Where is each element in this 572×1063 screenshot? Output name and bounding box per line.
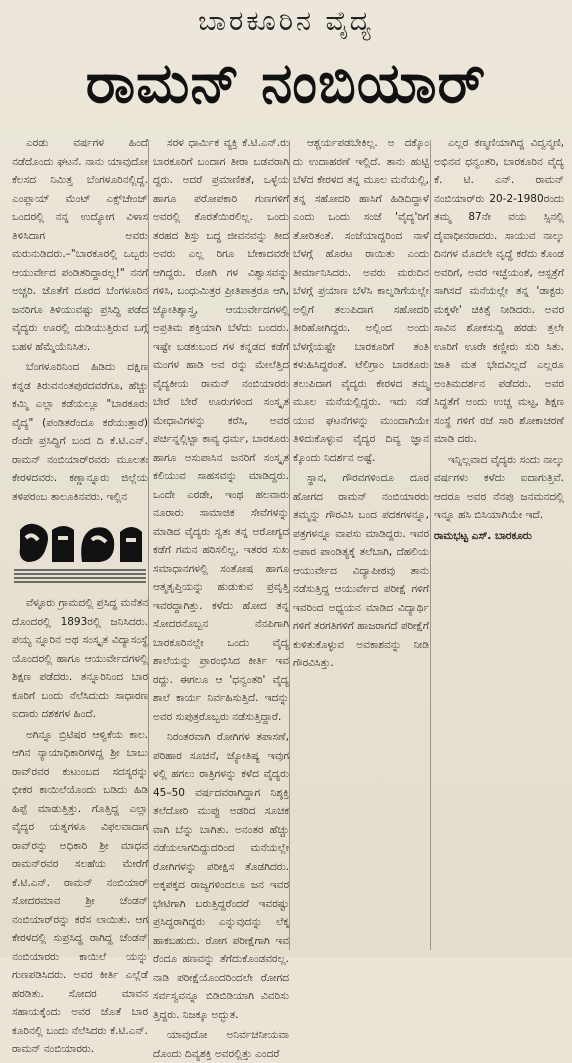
article-column-3	[293, 134, 429, 952]
column-rule	[148, 140, 149, 950]
column-rule	[289, 140, 290, 950]
paragraph: ಎರಡು ವರ್ಷಗಳ ಹಿಂದೆ ನಡೆದೊಂದು ಘಟನೆ. ನಾನು ಯಾವುದೋ ಕೆಲಸದ ನಿಮಿತ್ತ ಬೆಂಗಳೂರಿನಲ್ಲಿದ್ದೆ. ಎಂಪ್ಲಾಯ್ ಮೆಂಟ್ ಎಕ್ಸ್‌ಚೇಂಜ್ ಒಂದರಲ್ಲಿ ನನ್ನ ಉದ್ಯೋಗ ವಿಳಾಸ ತಿಳಿಸಿದಾಗ ಅವರು ಮರುನುಡಿದರು.–"ಬಾರಕೂರಲ್ಲಿ ಒಬ್ಬರು ಆಯುರ್ವೇದ ಪಂಡಿತರಿದ್ದಾರಲ್ಲ!" ನನಗೆ ಅಚ್ಚರಿ. ಜೊತೆಗೆ ದೂರದ ಬೆಂಗಳೂರಿನ ಜನರಿಗೂ ತಿಳಿಯುವಷ್ಟು ಪ್ರಸಿದ್ಧಿ ಪಡೆದ ವೈದ್ಯರು ಊರಲ್ಲಿ ದುಡಿಯುತ್ತಿರುವ ಬಗ್ಗೆ ಬಹಳ ಹೆಮ್ಮೆಯೆನಿಸಿತು.	[12, 137, 148, 353]
paragraph: ವೆಳ್ಳೂರು ಗ್ರಾಮದಲ್ಲಿ ಪ್ರಸಿದ್ಧ ಮನೆತನ ದೊಂದರಲ್ಲಿ 1893ರಲ್ಲಿ ಜನಿಸಿದರು. ಪಯ್ಯ ನ್ನೂರಿನ ಅಥ ಸಂಸ್ಕೃತ ವಿದ್ಯಾಸಂಸ್ಥೆ ಯೊಂದರಲ್ಲಿ ಹಾಗೂ ಆಯುರ್ವೇದಗಳಲ್ಲಿ ಶಿಕ್ಷಣ ಪಡೆದರು. ತನ್ನೂರಿನಿಂದ ಬಾರ ಕೂರಿಗೆ ಬಂದು ನೆಲೆಸಿದುದು ಸಾಧಾರಣ ಐದಾರು ದಶಕಗಳ ಹಿಂದೆ.	[12, 597, 148, 720]
paragraph: ನಿರಂತರವಾಗಿ ರೋಗಿಗಳ ತಪಾಸಣೆ, ಪರಿಹಾರ ಸೂಚನೆ, ಜ್ಯೋತಿಷ್ಯ ಇವುಗ ಳಲ್ಲಿ ಹಗಲು ರಾತ್ರಿಗಳನ್ನು ಕಳೆದ ವೈದ್ಯರು 45–50 ವರ್ಷದವರಾಗಿದ್ದಾಗ ನಿಶ್ಶಕ್ತಿ ತಲೆದೋರಿ ಮುಪ್ಪು ಅಡರಿದ ಸೂಚಕ ವಾಗಿ ಬೆನ್ನು ಬಾಗಿತು. ಅನಂತರ ಹೆಚ್ಚು ನಡೆಯಲಾಗದಿದ್ದುದರಿಂದ ಮನೆಯಲ್ಲೇ ರೋಗಿಗಳನ್ನು ಪರೀಕ್ಷಿಸ ತೊಡಗಿದರು. ಅಕ್ಕಪಕ್ಕದ ರಾಜ್ಯಗಳಿಂದಲೂ ಜನ ಇವರ ಭೇಟಿಗಾಗಿ ಬರುತ್ತಿದ್ದರೆಂದರೆ ಇವರಷ್ಟು ಪ್ರಸಿದ್ಧರಾಗಿದ್ದರು ಎನ್ನುವುದನ್ನು ಲೆಕ್ಕ ಹಾಕಬಹುದು. ರೋಗ ಪರೀಕ್ಷೆಗಾಗಿ ಇವ ರೆಂದೂ ಹಣವನ್ನು ತೆಗೆದುಕೊಂಡವರಲ್ಲ. ನಾಡಿ ಪರೀಕ್ಷೆಯೊಂದರಿಂದಲೇ ರೋಗದ ಸರ್ವಸ್ವವನ್ನೂ ಬಿಡಿಬಿಡಿಯಾಗಿ ವಿವರಿಸು ತ್ತಿದ್ದರು. ನಿಜಕ್ಕೂ ಅದ್ಭುತ.	[153, 731, 289, 1021]
paragraph: ಬೆಂಗಳೂರಿನಿಂದ ಹಿಡಿದು ದಕ್ಷಿಣ ಕನ್ನಡ ತಿರುವನಂತಪುರದವರೆಗೂ, ಹೆಚ್ಚು ಕಮ್ಮಿ ಎಲ್ಲಾ ಕಡೆಯಲ್ಲೂ "ಬಾರಕೂರು ವೈದ್ಯ" (ಪಂಡಿತರೆಂದೂ ಕರೆಯುತ್ತಾರೆ) ರೆಂದೇ ಪ್ರಸಿದ್ಧಿಗೆ ಬಂದ ದಿ ಕೆ.ಟಿ.ಎನ್. ರಾಮನ್ ನಂಬಿಯಾರ್‌ರವರು ಮೂಲತಃ ಕೇರಳದವರು. ಕಣ್ಣಾನ್ನೂರು ಜಿಲ್ಲೆಯ ತಳಿಪರಂಬ ತಾಲೂಕಿನವರು. ಇಲ್ಲಿನ	[12, 361, 148, 503]
paragraph: ಎಲ್ಲರ ಕಣ್ಮಣಿಯಾಗಿದ್ದ ವಿದ್ವನ್ಮಣಿ, ಅಭಿನವ ಧನ್ವಂತರಿ, ಬಾರಕೂರಿನ ವೈದ್ಯ ಕೆ. ಟಿ. ಎನ್. ರಾಮನ್ ನಂಬಿಯಾರ್‌ರು 20-2-1980ರಂದು ತಮ್ಮ 87ನೇ ವಯ ಸ್ಸಿನಲ್ಲಿ ದೈವಾಧೀನರಾದರು. ಸಾಯುವ ನಾಲ್ಕು ದಿನಗಳ ಮೊದಲೇ ವೃದ್ಧೆ ಕರೆದು ಕೊಂಡ ಅವರಿಗೆ, ಅವರ ಇಚ್ಛೆಯಂತೆ, ಆಸ್ಪತ್ರೆಗೆ ಸಾಗಿಸದೆ ಮನೆಯಲ್ಲೇ ತನ್ನ 'ಡಾಕ್ಟರು ಮಕ್ಕಳೇ' ಚಿಕಿತ್ಸೆ ನೀಡಿದರು. ಅವರ ಸಾವಿನ ಶೋಕಸುದ್ದಿ ಹರಡು ತ್ತಲೇ ಊರಿಗೆ ಊರೇ ಕಣ್ಣೀರು ಸುರಿ ಸಿತು. ಜಾತಿ ಮತ ಭೇದವಿಲ್ಲದೆ ಎಲ್ಲರೂ ಅಂತಿಮದರ್ಶನ ಪಡೆದರು. ಅವರ ಸಿದ್ಧತೆಗೆ ಅಂದು ಉಚ್ಚ ಮಟ್ಟ, ಶಿಕ್ಷಣ ಸಂಸ್ಥೆ ಗಳಿಗೆ ರಜೆ ಸಾರಿ ಶೋಕಾಚರಣೆ ಮಾಡಿ ದರು.	[434, 137, 564, 445]
paragraph: ಯಾವುದೋ ಅನಿರ್ವಚನೀಯವಾ ದೊಂದು ದಿವ್ಯಶಕ್ತಿ ಅವರಲ್ಲಿತ್ತು ಎಂದರೆ	[153, 1029, 289, 1060]
column-rule	[430, 140, 431, 950]
paragraph: ಅಗಿನ್ನೂ ಬ್ರಿಟಿಷರ ಆಳ್ವಿಕೆಯ ಕಾಲ. ಆಗಿನ ನ್ಯಾಯಾಧಿಕಾರಿಗಳಿದ್ದ ಶ್ರೀ ಬಾಬು ರಾವ್‌ರವರ ಕುಟುಂಬದ ಸದಸ್ಯರನ್ನು ಭೀಕರ ಕಾಯಿಲೆಯೊಂದು ಬಡಿದು ಹಿಡಿ ಹಿಪ್ಪೆ ಮಾಡುತ್ತಿತ್ತು. ಗೊತ್ತಿದ್ದ ಎಲ್ಲಾ ವೈದ್ಯರ ಯತ್ನಗಳೂ ವಿಫಲವಾದಾಗ ರಾವ್‌ರನ್ನು ಅಧಿಕಾರಿ ಶ್ರೀ ಮಾಧವ ರಾಮನ್‌ರವರ ಸಲಹೆಯ ಮೇರೆಗೆ ಕೆ.ಟಿ.ಎನ್. ರಾಮನ್ ನಂಬಿಯಾರ್ ಸೋದರಮಾವ ಶ್ರೀ ಚೆಂಡನ್ ನಂಬಿಯಾರ್‌ರನ್ನು ಕರೆಸ ಲಾಯಿತು. ಆಗ ಕೇರಳದಲ್ಲಿ ಸುಪ್ರಸಿದ್ಧ ರಾಗಿದ್ದ ಚೆಂಡನ್ ನಂಬಿಯಾರರು ಕಾಯಿಲೆ ಯನ್ನು ಗುಣಪಡಿಸಿದರು. ಅವರ ಕೀರ್ತಿ ಎಲ್ಲೆಡೆ ಹರಡಿತು. ಸೋದರ ಮಾವನ ಸಹಾಯಕ್ಕೆಂದು ಅವರ ಜೊತೆ ಬಾರ ಕೂರಿನಲ್ಲಿ ಬಂದು ನೆಲೆಸಿದರು ಕೆ.ಟಿ.ಎನ್. ರಾಮನ್ ನಂಬಿಯಾರರು.	[12, 728, 148, 1055]
navapa-logo	[12, 512, 148, 586]
paragraph: ಆಶ್ಚರ್ಯಪಡಬೇಕಿಲ್ಲ. ಅ ದಕ್ಕೊಂ ದು ಉದಾಹರಣೆ ಇಲ್ಲಿದೆ. ತಾನು ಹುಟ್ಟಿ ಬೆಳೆದ ಕೇರಳದ ತನ್ನ ಮೂಲ ಮನೆಯಲ್ಲಿ, ತನ್ನ ಸಹೋದರಿ ಹಾಸಿಗೆ ಹಿಡಿದಿದ್ದಾಳೆ ಎಂದು ಒಂದು ಸಂಜೆ 'ವೈದ್ಯ'ರಿಗೆ ತೋರಿತಂತೆ. ಸಂಜೆಯಾದ್ದರಿಂದ ನಾಳೆ ಬೆಳಗ್ಗೆ ಹೊರಟ ರಾಯಿತು ಎಂದು ತೀರ್ಮಾನಿಸಿದರು. ಅವರು ಮರುದಿನ ಬೆಳಗ್ಗೆ ಪ್ರಯಾಣ ಬೆಳೆಸಿ ಕಾಲ್ನಡಿಗೆಯಲ್ಲೇ ಅಲ್ಲಿಗೆ ತಲುಪಿದಾಗ ಸಹೋದರಿ ತೀರಿಹೋಗಿದ್ದರು. ಅಲ್ಲಿಂದ ಅಂದು ಬೆಳಗ್ಗೆಯಷ್ಟೇ ಬಾರಕೂರಿಗೆ ತಂತಿ ಕಳುಹಿಸಿದ್ದರಂತೆ. ಟೆಲಿಗ್ರಾಂ ಬಾರಕೂರು ತಲುಪಿದಾಗ ವೈದ್ಯರು ಕೇರಳದ ತಮ್ಮ ಮೂಲ ಮನೆಯಲ್ಲಿದ್ದರು. ಇದು ನಡೆ ಯುವ ಘಟನೆಗಳನ್ನು ಮುಂದಾಗಿಯೇ ತಿಳಿದುಕೊಳ್ಳುವ ವೈದ್ಯರ ದಿವ್ಯ ಜ್ಞಾನ ಕ್ಕೊಂದು ನಿದರ್ಶನ ಅಷ್ಟೆ.	[293, 137, 429, 464]
article-kicker: ಬಾರಕೂರಿನ ವೈದ್ಯ	[198, 6, 374, 37]
paragraph: ಇನ್ನಿಲ್ಲವಾದ ವೈದ್ಯರು ಸಂದು ನಾಲ್ಕು ವರ್ಷಗಳು ಕಳೆದು ಐದಾಗುತ್ತಿವೆ. ಆದರೂ ಅವರ ನೆನಪು ಜನಮನದಲ್ಲಿ ಇನ್ನೂ ಹಸಿ ಬಿಸಿಯಾಗಿಯೇ ಇದೆ.	[434, 453, 564, 521]
navapa-logo-icon	[12, 512, 148, 586]
article-byline: ರಾಮಭಟ್ಟ ಎಸ್. ಬಾರಕೂರು	[434, 529, 532, 542]
article-column-2	[153, 134, 289, 1060]
article-column-4	[434, 134, 564, 952]
paragraph: ಸ್ಥಾನ, ಗೌರವಗಳಿಂದೂ ದೂರ ಹೋಗದ ರಾಮನ್ ನಂಬಿಯಾರರು ತಮ್ಮನ್ನು ಗೌರವಿಸಿ ಬಂದ ಪದಕಗಳನ್ನೂ, ಪತ್ರಗಳನ್ನೂ ವಾಪಸು ಮಾಡಿದ್ದರು. ಇವರ ಅಪಾರ ಪಾಂಡಿತ್ಯಕ್ಕೆ ತಲೆಬಾಗಿ, ದೆಹಲಿಯ ಆಯುರ್ವೇದ ವಿದ್ಯಾಪೀಠವು ತಾನು ನಡೆಸುತ್ತಿದ್ದ ಆಯುರ್ವೇದ ಪರೀಕ್ಷೆ ಗಳಿಗೆ ಇವರಿಂದ ಅಧ್ಯಯನ ಮಾಡಿದ ವಿದ್ಯಾರ್ಥಿ ಗಳಿಗೆ ತರಗತಿಗಳಿಗೆ ಹಾಜರಾಗದೆ ಪರೀಕ್ಷೆಗೆ ಕುಳಿತುಕೊಳ್ಳುವ ಅವಕಾಶವನ್ನು ನೀಡಿ ಗೌರವಿಸಿತ್ತು.	[293, 472, 429, 669]
paragraph: ಸರಳ ಧಾರ್ಮಿಕ ವ್ಯಕ್ತಿ ಕೆ.ಟಿ.ಎನ್.ರು ಬಾರಕೂರಿಗೆ ಬಂದಾಗ ತೀರಾ ಬಡವರಾಗಿ ದ್ದರು. ಅದರೆ ಪ್ರಮಾಣಿಕತೆ, ಒಳ್ಳೆಯ ಹಾಗೂ ಪರೋಪಕಾರಿ ಗುಣಗಳಿಗೆ ಅವರಲ್ಲಿ ಕೊರತೆಯಿರಲಿಲ್ಲ. ಒಂದು ತರಹದ ಶಿಸ್ತು ಬದ್ಧ ಜೀವನವನ್ನು ತೀದ ಅವರು ಎಲ್ಲ ರಿಗೂ ಬೇಕಾದವರೇ ಆಗಿದ್ದರು. ರೋಗಿ ಗಳ ವಿಶ್ವಾಸವನ್ನು ಗಳಿಸಿ, ಬಂಧುಮಿತ್ರರ ಪ್ರೀತಿಪಾತ್ರರೂ ಆಗಿ, ಜ್ಯೋತಿಶ್ಶಾಸ್ತ್ರ, ಆಯುರ್ವೇದಗಳಲ್ಲಿ ಅಪ್ರತಿಮ ಶಕ್ತಿಯಾಗಿ ಬೆಳೆದು ಬಂದರು. ಇಷ್ಟೇ ಬಡಕುಬಂದ ಗಳ ಕನ್ನಡದ ಕಡೆಗೆ ಮಂಗಳ ಹಾಡಿ ಅವ ರನ್ನು ಮೇಲೆತ್ತಿದ ವೈದ್ಯಕೀಯ ರಾಮನ್ ನಂಬಿಯಾರರು ಬೇರೆ ಬೇರೆ ಊರುಗಳಿಂದ ಸಂಸ್ಕೃತ ಮೇಧಾವಿಗಳನ್ನು ಕರೆಸಿ, ಅವರ ಪರ್ಚಿನ್ನಲ್ಲಿಟ್ಟಾ ಕಾವ್ಯ ಧರ್ಮ, ಬಾರಕೂರು ಹಾಗೂ ಅಸುಪಾಸಿನ ಜನರಿಗೆ ಸಂಸ್ಕೃತ ಕಲಿಯುವ ಸಾಹಸವನ್ನು ಮಾಡಿದ್ದರು. ಒಂದೇ ಎರಡೇ, ಇಂಥ ಹಲವಾರು ನೂರಾರು ಸಾಮಾಜಿಕ ಸೇವೆಗಳನ್ನು ಮಾಡಿದ ವೈದ್ಯರು ಸ್ವತಃ ತನ್ನ ಅರೋಗ್ಯದ ಕಡೆಗೆ ಗಮನ ಹರಿಸಲಿಲ್ಲ. ಇತರರ ಸುಖ ಸಮಾಧಾನಗಳಲ್ಲಿ ಸಂತೋಷ ಹಾಗೂ ಆತ್ಮತೃಪ್ತಿಯನ್ನು ಹುಡುಕುವ ಪ್ರವೃತ್ತಿ ಇವರದ್ದಾಗಿತ್ತು. ಕಳೆದು ಹೋದ ತನ್ನ ಸೋದರನೊಬ್ಬನ ನೆನಪಿಗಾಗಿ ಬಾರಕೂರಿನಲ್ಲೇ ಒಂದು ವೈದ್ಯ ಶಾಲೆಯನ್ನು ಪ್ರಾರಂಭಿಸಿದ ಕೀರ್ತಿ ಇವ ರದ್ದು. ಈಗಲೂ ಆ 'ಧನ್ವಂತರಿ' ವೈದ್ಯ ಶಾಲೆ ಕಾರ್ಯ ನಿರ್ವಹಿಸುತ್ತಿದೆ. ಇದನ್ನು ಅವರ ಸುಪುತ್ರರೊಬ್ಬರು ನಡೆಸುತ್ತಿದ್ದಾರೆ.	[153, 137, 289, 723]
article-headline: ರಾಮನ್ ನಂಬಿಯಾರ್	[85, 51, 487, 116]
article-column-1	[12, 134, 148, 1055]
